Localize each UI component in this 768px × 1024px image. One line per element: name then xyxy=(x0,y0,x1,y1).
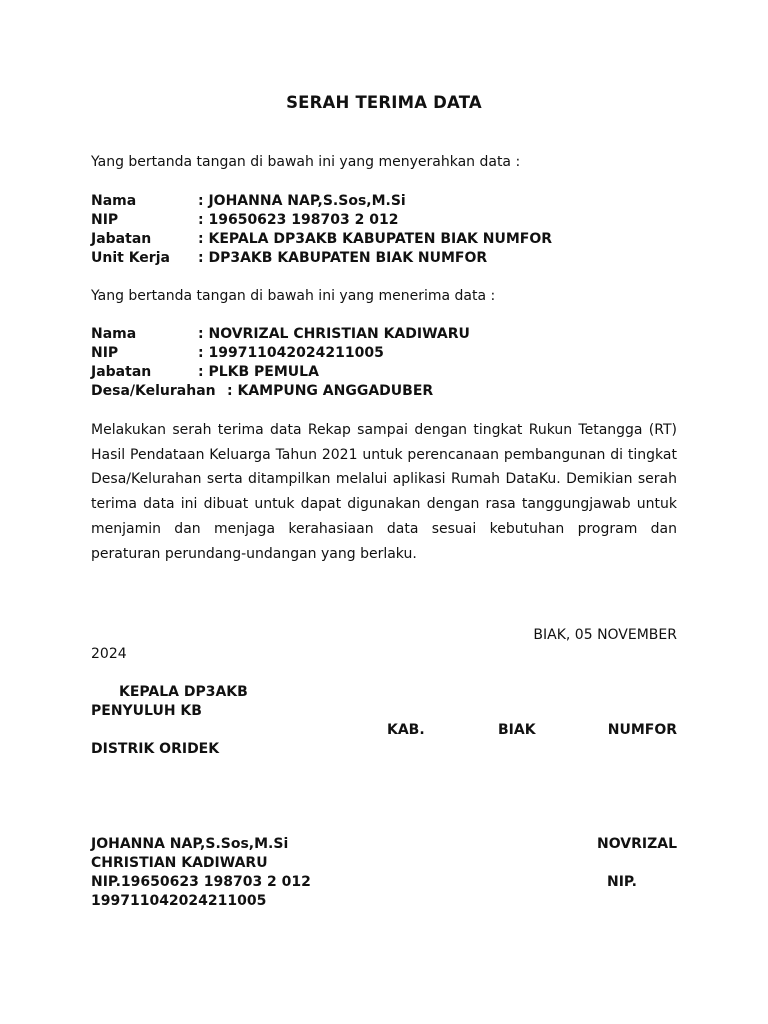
place-date-line1: BIAK, 05 NOVEMBER xyxy=(533,627,677,643)
sender-unit-value: : DP3AKB KABUPATEN BIAK NUMFOR xyxy=(198,250,488,266)
intro-receiver-text: Yang bertanda tangan di bawah ini yang menerima data : xyxy=(91,288,496,304)
sender-nip-value: : 19650623 198703 2 012 xyxy=(198,212,399,228)
body-paragraph: Melakukan serah terima data Rekap sampai dengan tingkat Rukun Tetangga (RT) Hasil Pendataan Keluarga Tahun 2021 untuk perencanaan pembangunan di tingkat Desa/Kelurahan serta ditampilkan melalui aplikasi Rumah DataKu. Demikian serah terima data ini dibuat untuk dapat digunakan dengan rasa tanggungjawab untuk menjamin dan menjaga kerahasiaan data sesuai kebutuhan program dan peraturan perundang-undangan yang berlaku. xyxy=(91,422,677,562)
receiver-jabatan-value: : PLKB PEMULA xyxy=(198,364,319,380)
document-title: SERAH TERIMA DATA xyxy=(286,93,482,112)
right-signatory-numfor: NUMFOR xyxy=(607,722,677,738)
left-signatory-nip: NIP.19650623 198703 2 012 xyxy=(91,874,311,890)
right-signatory-nip-label: NIP. xyxy=(607,874,637,890)
receiver-jabatan-label: Jabatan xyxy=(91,364,152,380)
right-signatory-title-start: PENYULUH KB xyxy=(91,703,202,719)
sender-nama-label: Nama xyxy=(91,193,137,209)
sender-jabatan-label: Jabatan xyxy=(91,231,152,247)
left-signatory-title: KEPALA DP3AKB xyxy=(119,684,248,700)
receiver-nama-value: : NOVRIZAL CHRISTIAN KADIWARU xyxy=(198,326,470,342)
sender-nip-label: NIP xyxy=(91,212,119,228)
receiver-nip-value: : 199711042024211005 xyxy=(198,345,384,361)
receiver-desa-label: Desa/Kelurahan xyxy=(91,383,216,399)
right-signatory-name-part1: NOVRIZAL xyxy=(597,836,677,852)
sender-unit-label: Unit Kerja xyxy=(91,250,170,266)
right-signatory-kab: KAB. xyxy=(387,722,425,738)
sender-jabatan-value: : KEPALA DP3AKB KABUPATEN BIAK NUMFOR xyxy=(198,231,553,247)
receiver-desa-value: : KAMPUNG ANGGADUBER xyxy=(227,383,434,399)
place-date-line2: 2024 xyxy=(91,646,127,662)
right-signatory-biak: BIAK xyxy=(498,722,536,738)
receiver-nama-label: Nama xyxy=(91,326,137,342)
right-signatory-nip-value: 199711042024211005 xyxy=(91,893,267,909)
sender-nama-value: : JOHANNA NAP,S.Sos,M.Si xyxy=(198,193,406,209)
intro-sender-text: Yang bertanda tangan di bawah ini yang menyerahkan data : xyxy=(91,154,521,170)
right-signatory-name-part2: CHRISTIAN KADIWARU xyxy=(91,855,268,871)
receiver-nip-label: NIP xyxy=(91,345,119,361)
right-signatory-distrik: DISTRIK ORIDEK xyxy=(91,741,220,757)
left-signatory-name: JOHANNA NAP,S.Sos,M.Si xyxy=(91,836,289,852)
